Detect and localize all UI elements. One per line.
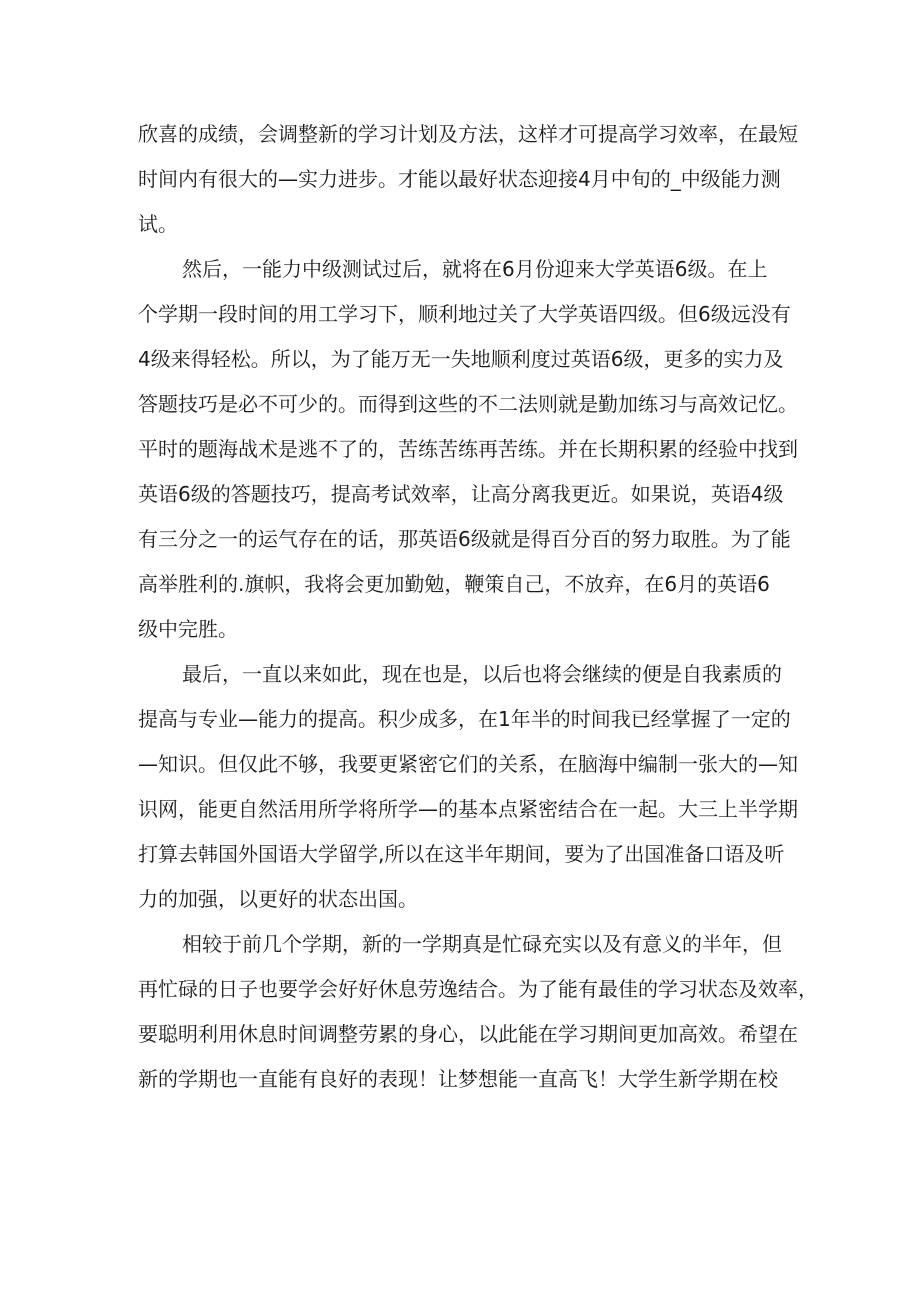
- paragraph-2-line-9: 级中完胜。: [138, 617, 238, 641]
- paragraph-3-line-2: 提高与专业—能力的提高。积少成多，在1年半的时间我已经掌握了一定的: [138, 707, 791, 731]
- paragraph-3-line-6: 力的加强，以更好的状态出国。: [138, 887, 418, 911]
- paragraph-1-line-3: 试。: [138, 212, 178, 236]
- paragraph-1-line-1: 欣喜的成绩，会调整新的学习计划及方法，这样才可提高学习效率，在最短: [138, 122, 798, 146]
- paragraph-3-line-1: 最后，一直以来如此，现在也是，以后也将会继续的便是自我素质的: [182, 662, 782, 686]
- paragraph-4-line-2: 再忙碌的日子也要学会好好休息劳逸结合。为了能有最佳的学习状态及效率，: [138, 977, 818, 1001]
- paragraph-2-line-5: 平时的题海战术是逃不了的，苦练苦练再苦练。并在长期积累的经验中找到: [138, 437, 798, 461]
- paragraph-2-line-2: 个学期一段时间的用工学习下，顺利地过关了大学英语四级。但6级远没有: [138, 302, 791, 326]
- document-body: [138, 112, 818, 1102]
- paragraph-3-line-3: —知识。但仅此不够，我要更紧密它们的关系，在脑海中编制一张大的—知: [138, 752, 798, 776]
- paragraph-2-line-7: 有三分之一的运气存在的话，那英语6级就是得百分百的努力取胜。为了能: [138, 527, 791, 551]
- paragraph-4-line-1: 相较于前几个学期，新的一学期真是忙碌充实以及有意义的半年，但: [182, 932, 782, 956]
- paragraph-2-line-4: 答题技巧是必不可少的。而得到这些的不二法则就是勤加练习与高效记忆。: [138, 392, 798, 416]
- paragraph-2-line-3: 4级来得轻松。所以，为了能万无一失地顺利度过英语6级，更多的实力及: [138, 347, 784, 371]
- paragraph-4-line-3: 要聪明利用休息时间调整劳累的身心，以此能在学习期间更加高效。希望在: [138, 1022, 798, 1046]
- paragraph-3-line-4: 识网，能更自然活用所学将所学—的基本点紧密结合在一起。大三上半学期: [138, 797, 798, 821]
- paragraph-2-line-8: 高举胜利的.旗帜，我将会更加勤勉，鞭策自己，不放弃，在6月的英语6: [138, 572, 770, 596]
- paragraph-2-line-1: 然后，一能力中级测试过后，就将在6月份迎来大学英语6级。在上: [182, 257, 768, 281]
- paragraph-2-line-6: 英语6级的答题技巧，提高考试效率，让高分离我更近。如果说，英语4级: [138, 482, 784, 506]
- paragraph-3-line-5: 打算去韩国外国语大学留学,所以在这半年期间，要为了出国准备口语及听: [138, 842, 785, 866]
- paragraph-1-line-2: 时间内有很大的—实力进步。才能以最好状态迎接4月中旬的_中级能力测: [138, 167, 781, 191]
- paragraph-4-line-4: 新的学期也一直能有良好的表现！让梦想能一直高飞！大学生新学期在校: [138, 1067, 778, 1091]
